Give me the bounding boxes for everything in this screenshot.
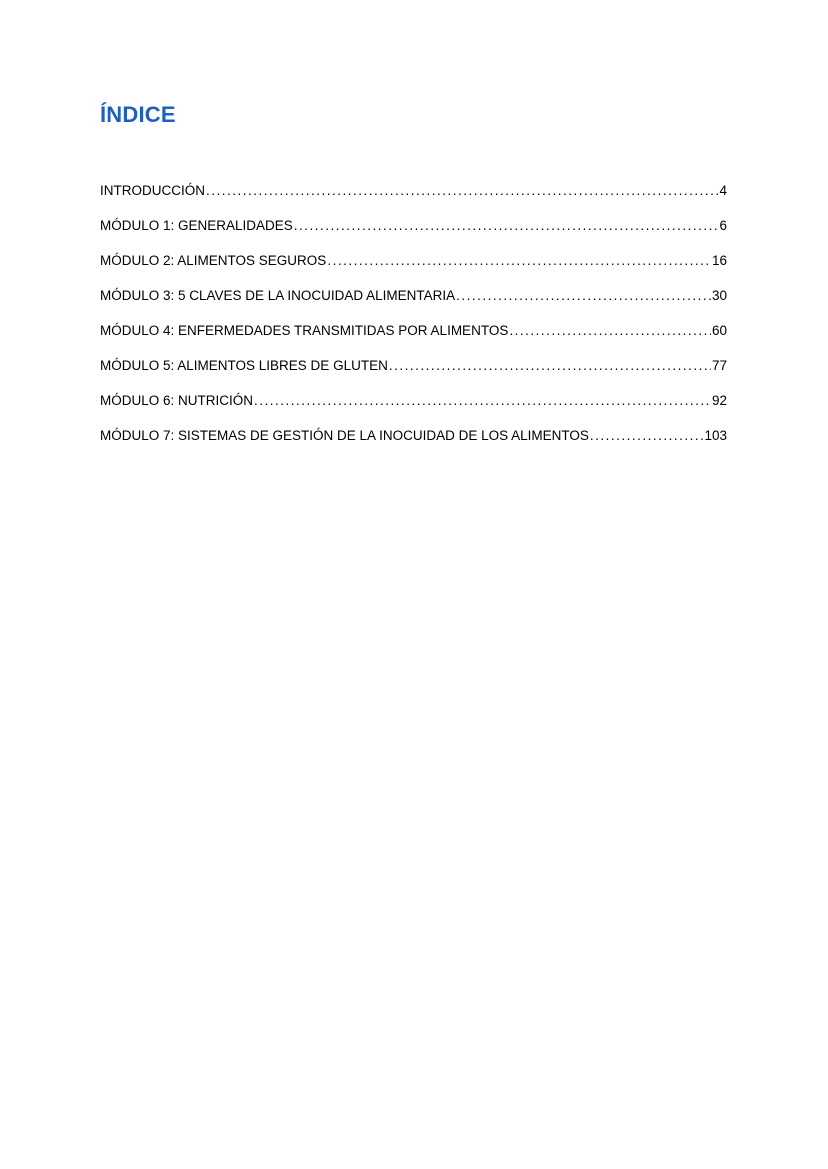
toc-entry-label[interactable]: MÓDULO 1: GENERALIDADES [100,218,293,233]
toc-entry-label[interactable]: MÓDULO 4: ENFERMEDADES TRANSMITIDAS POR ALIMENTOS [100,323,509,338]
toc-entry-modulo-1[interactable] [100,215,727,250]
toc-entry-modulo-2[interactable] [100,250,727,285]
toc-entry-label[interactable]: MÓDULO 3: 5 CLAVES DE LA INOCUIDAD ALIMENTARIA [100,288,456,303]
toc-entry-modulo-4[interactable] [100,320,727,355]
toc-page-number[interactable]: 6 [719,218,727,233]
toc-entry-modulo-5[interactable] [100,355,727,390]
dot-leader [294,215,719,237]
dot-leader [206,180,718,202]
toc-page-number[interactable]: 77 [711,358,727,373]
toc-entry-label[interactable]: MÓDULO 5: ALIMENTOS LIBRES DE GLUTEN [100,358,388,373]
toc-entry-modulo-3[interactable] [100,285,727,320]
toc-entry-label[interactable]: MÓDULO 7: SISTEMAS DE GESTIÓN DE LA INOCUIDAD DE LOS ALIMENTOS [100,428,589,443]
table-of-contents [100,180,727,460]
toc-page-number[interactable]: 60 [711,323,727,338]
dot-leader [327,250,711,272]
toc-page-number[interactable]: 103 [704,428,727,443]
toc-entry-label[interactable]: MÓDULO 2: ALIMENTOS SEGUROS [100,253,327,268]
toc-entry-introduccion[interactable] [100,180,727,215]
dot-leader [254,390,711,412]
toc-page-number[interactable]: 4 [719,183,727,198]
toc-page-number[interactable]: 16 [711,253,727,268]
toc-entry-modulo-7[interactable] [100,425,727,460]
dot-leader [389,355,711,377]
toc-entry-label[interactable]: MÓDULO 6: NUTRICIÓN [100,393,254,408]
toc-entry-label[interactable]: INTRODUCCIÓN [100,183,205,198]
page-title: ÍNDICE [100,102,176,127]
toc-entry-modulo-6[interactable] [100,390,727,425]
dot-leader [509,320,711,342]
dot-leader [456,285,711,307]
toc-page-number[interactable]: 92 [711,393,727,408]
dot-leader [590,425,704,447]
toc-page-number[interactable]: 30 [711,288,727,303]
